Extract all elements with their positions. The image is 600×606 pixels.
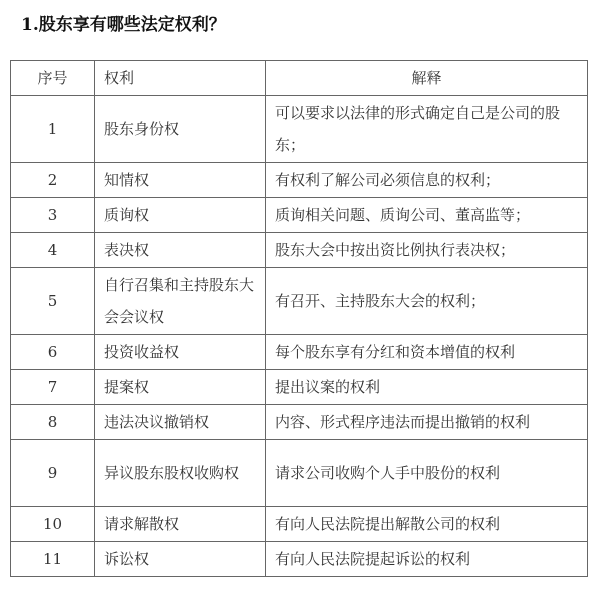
cell-right: 请求解散权 bbox=[95, 507, 266, 542]
table-row bbox=[11, 507, 588, 542]
cell-no: 8 bbox=[11, 405, 95, 440]
table-row bbox=[11, 370, 588, 405]
cell-right: 诉讼权 bbox=[95, 542, 266, 577]
cell-description: 请求公司收购个人手中股份的权利 bbox=[266, 440, 588, 507]
cell-right: 知情权 bbox=[95, 163, 266, 198]
cell-no: 11 bbox=[11, 542, 95, 577]
table-row bbox=[11, 405, 588, 440]
cell-description: 有召开、主持股东大会的权利； bbox=[266, 268, 588, 335]
cell-description: 股东大会中按出资比例执行表决权； bbox=[266, 233, 588, 268]
header-description: 解释 bbox=[266, 61, 588, 96]
header-right: 权利 bbox=[95, 61, 266, 96]
table-row bbox=[11, 335, 588, 370]
table-row bbox=[11, 542, 588, 577]
page-title: 1.股东享有哪些法定权利？ bbox=[21, 15, 226, 35]
cell-no: 4 bbox=[11, 233, 95, 268]
cell-right: 异议股东股权收购权 bbox=[95, 440, 266, 507]
cell-description: 有权利了解公司必须信息的权利； bbox=[266, 163, 588, 198]
cell-right: 股东身份权 bbox=[95, 96, 266, 163]
cell-description: 内容、形式程序违法而提出撤销的权利 bbox=[266, 405, 588, 440]
rights-table bbox=[10, 60, 588, 577]
cell-description: 提出议案的权利 bbox=[266, 370, 588, 405]
cell-right: 违法决议撤销权 bbox=[95, 405, 266, 440]
cell-right: 提案权 bbox=[95, 370, 266, 405]
cell-no: 5 bbox=[11, 268, 95, 335]
cell-right: 质询权 bbox=[95, 198, 266, 233]
cell-description: 可以要求以法律的形式确定自己是公司的股东； bbox=[266, 96, 588, 163]
header-no: 序号 bbox=[11, 61, 95, 96]
cell-no: 10 bbox=[11, 507, 95, 542]
cell-no: 7 bbox=[11, 370, 95, 405]
table-row bbox=[11, 198, 588, 233]
cell-description: 质询相关问题、质询公司、董高监等； bbox=[266, 198, 588, 233]
cell-right: 表决权 bbox=[95, 233, 266, 268]
table-row bbox=[11, 268, 588, 335]
cell-description: 有向人民法院提出解散公司的权利 bbox=[266, 507, 588, 542]
cell-no: 6 bbox=[11, 335, 95, 370]
cell-no: 1 bbox=[11, 96, 95, 163]
cell-no: 3 bbox=[11, 198, 95, 233]
cell-right: 投资收益权 bbox=[95, 335, 266, 370]
table-header-row bbox=[11, 61, 588, 96]
table-row bbox=[11, 163, 588, 198]
cell-description: 每个股东享有分红和资本增值的权利 bbox=[266, 335, 588, 370]
table-row bbox=[11, 440, 588, 507]
cell-right: 自行召集和主持股东大会会议权 bbox=[95, 268, 266, 335]
table-row bbox=[11, 96, 588, 163]
cell-no: 2 bbox=[11, 163, 95, 198]
cell-no: 9 bbox=[11, 440, 95, 507]
table-row bbox=[11, 233, 588, 268]
cell-description: 有向人民法院提起诉讼的权利 bbox=[266, 542, 588, 577]
